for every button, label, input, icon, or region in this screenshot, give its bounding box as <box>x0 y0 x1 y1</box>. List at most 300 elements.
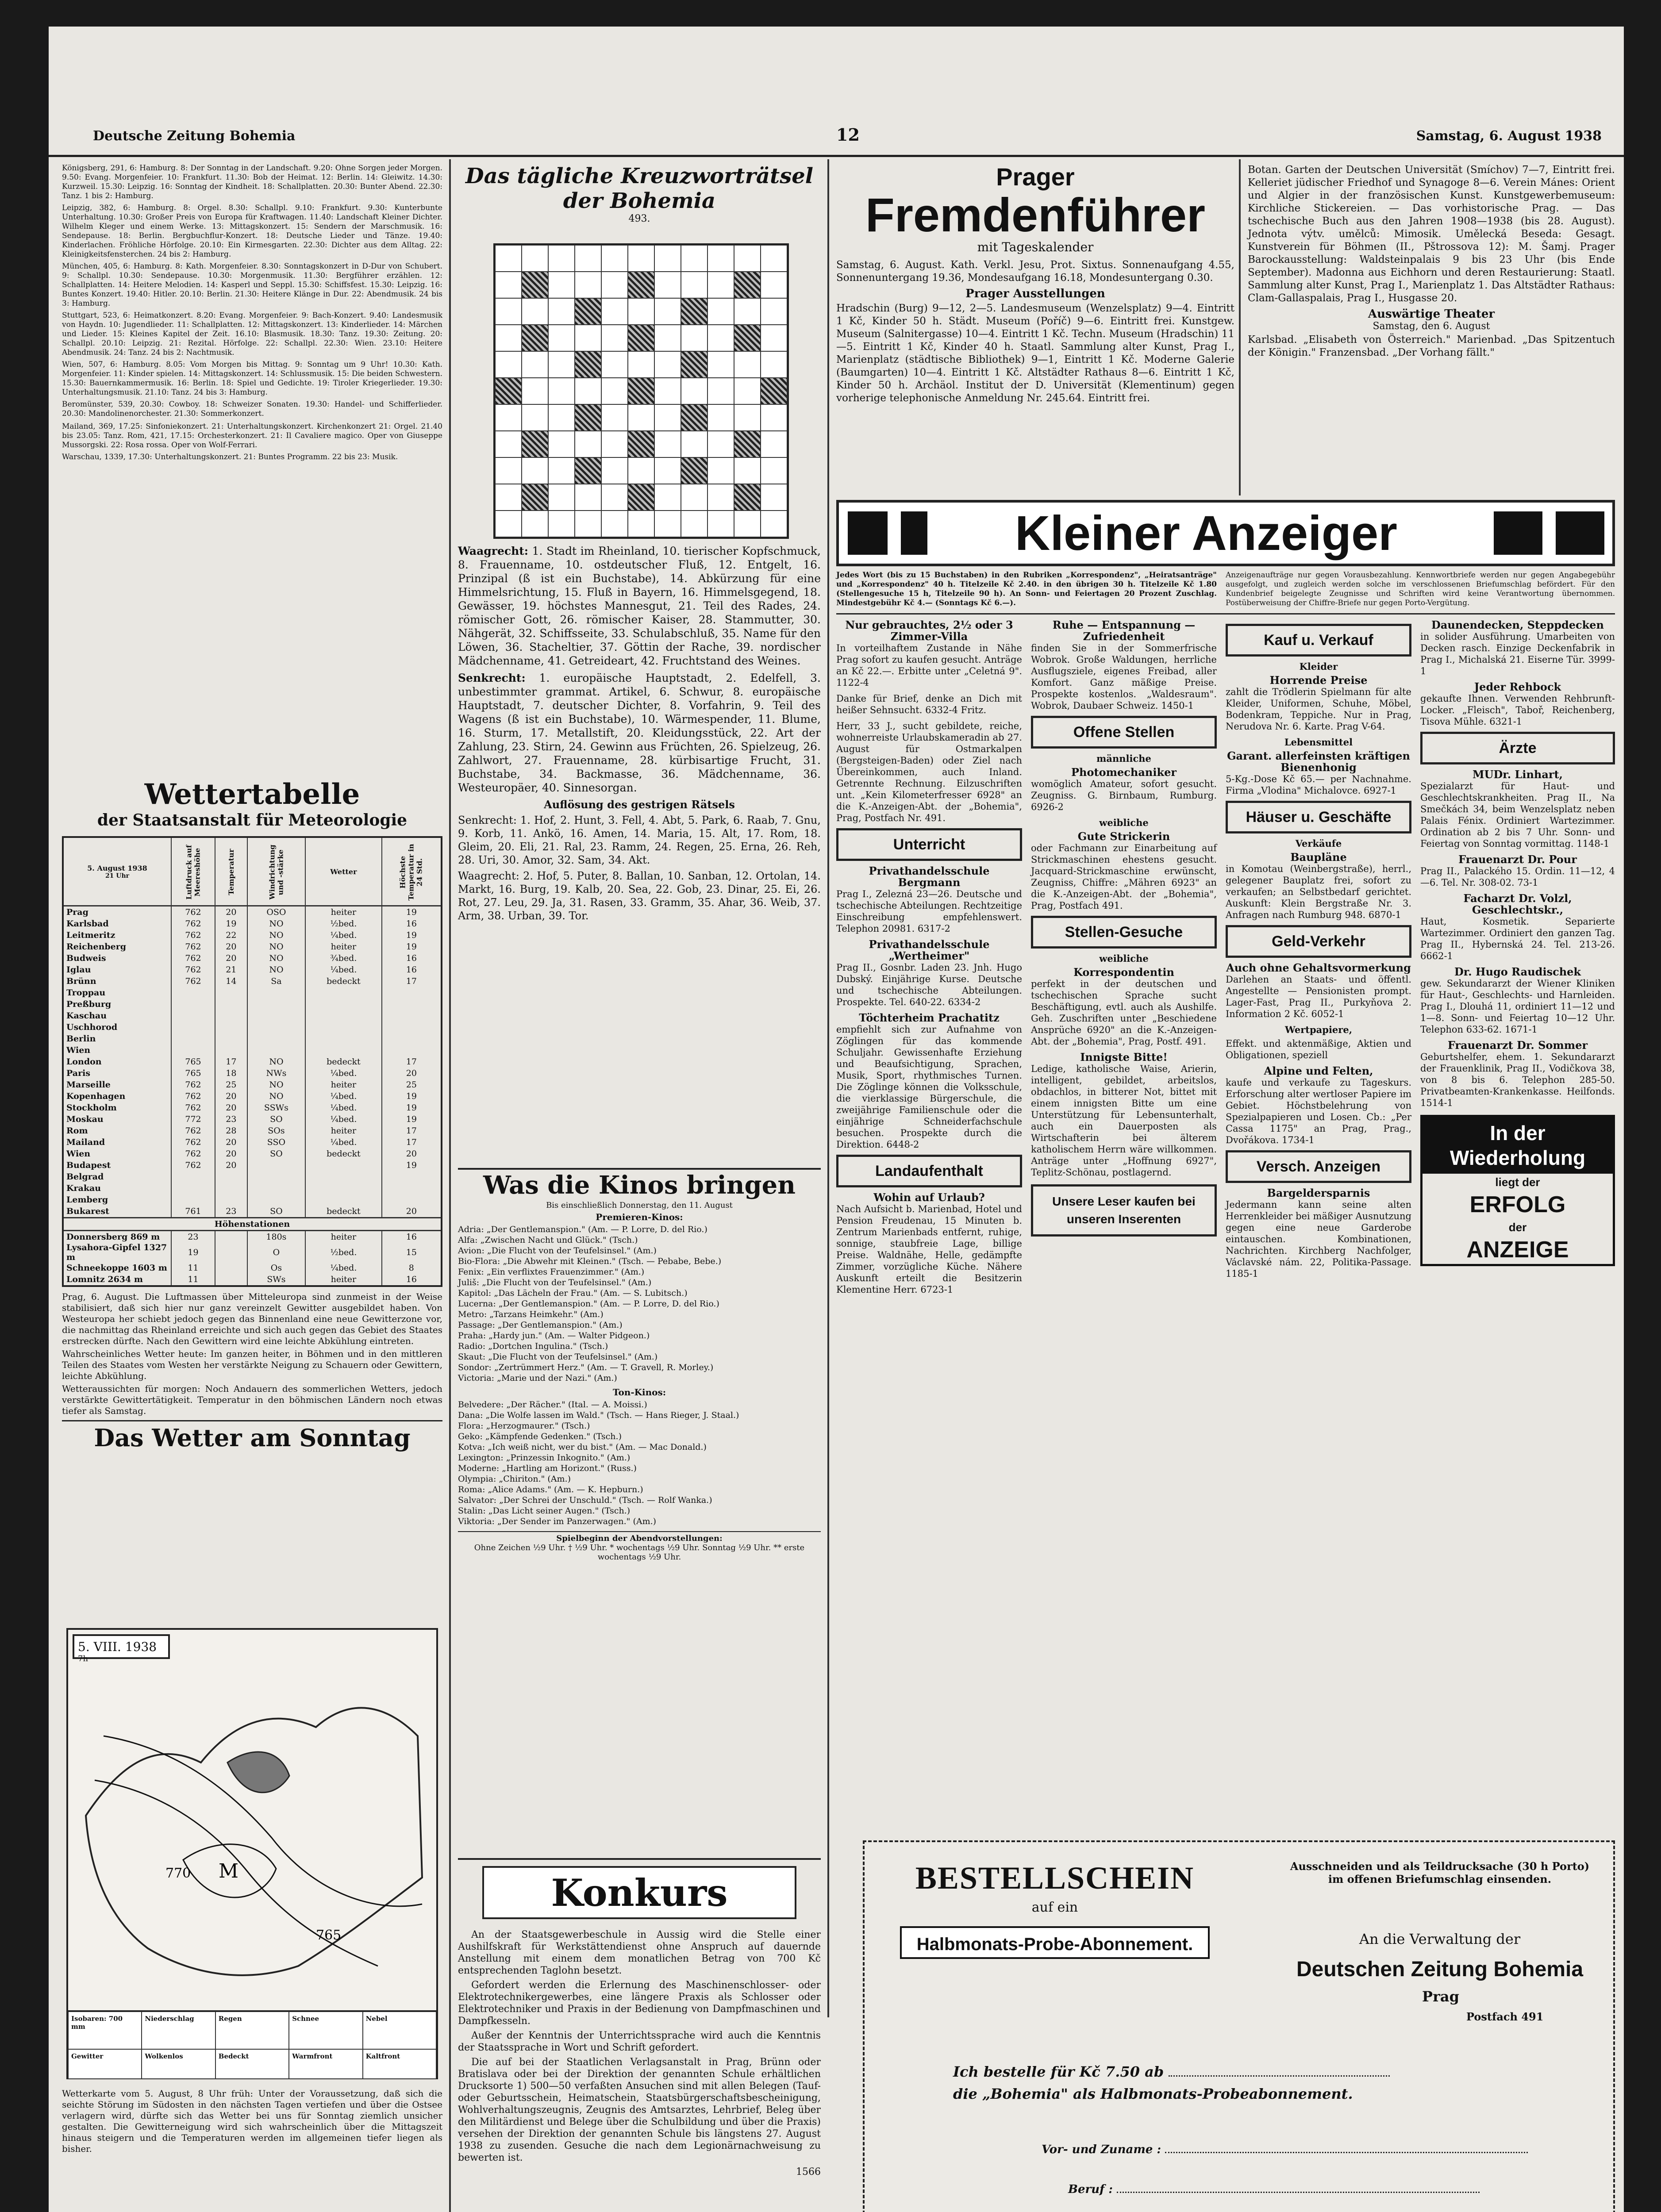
kino-entry: Praha: „Hardy jun." (Am. — Walter Pidgeon.) <box>458 1331 650 1340</box>
crossword-cell[interactable] <box>628 351 654 378</box>
fuehrer-top: Prager <box>996 163 1075 191</box>
konkurs-p4: Die auf bei der Staatlichen Verlagsanstalt in Prag, Brünn oder Bratislava oder bei der Direktion der genannten Schule erhältlichen Drucksorte 1) 500—50 verfaßten Ansuchen sind mit allen Belegen (Tauf- oder Geburtsschein, Heimatschein, Staatsbürgerschaftsbescheinigung, Wohlverhaltungszeugnis, Zeugnis des Amtsarztes, Lehrbrief, Beleg über den Militärdienst und Belege über die Schulbildung und über die Praxis) versehen der Direktion der genannten Schule bis längstens 27. August 1938 zu zusenden. Gesuche die nach dem Legionärnachweisung zu bewerten ist. <box>458 2057 821 2163</box>
crossword-cell[interactable] <box>654 351 681 378</box>
crossword-cell[interactable] <box>601 298 628 325</box>
crossword-cell[interactable] <box>495 511 522 537</box>
across-label: Waagrecht: <box>458 545 529 557</box>
mountain-row <box>64 1262 441 1274</box>
crossword-cell[interactable] <box>601 351 628 378</box>
crossword-cell[interactable] <box>522 511 548 537</box>
crossword-cell[interactable] <box>628 457 654 484</box>
crossword-cell[interactable] <box>654 431 681 457</box>
field-job-label: Beruf : <box>1068 2183 1113 2196</box>
max-temp: 19 <box>382 941 441 952</box>
kino-entry: Juliš: „Die Flucht von der Teufelsinsel." (Am.) <box>458 1278 652 1287</box>
crossword-cell[interactable] <box>761 245 787 272</box>
crossword-cell[interactable] <box>548 511 575 537</box>
weather-map <box>66 1628 438 2079</box>
crossword-cell[interactable] <box>601 484 628 511</box>
crossword-block <box>628 325 654 351</box>
wind <box>247 1033 305 1045</box>
crossword-cell[interactable] <box>601 245 628 272</box>
ad-body: 5-Kg.-Dose Kč 65.— per Nachnahme. Firma „Vlodina" Michalovce. 6927-1 <box>1226 774 1411 796</box>
wiederholung-box <box>1420 1115 1615 1266</box>
station-name: Budweis <box>66 953 106 963</box>
radio-block: Wien, 507, 6: Hamburg. 8.05: Vom Morgen bis Mittag. 9: Sonntag um 9 Uhr! 10.30: Kath. Morgenfeier. 11: Kinder spielen. 14: Mittagskonzert. 14: Schlussmusik. 15: Die beiden Schwestern. 15.30: Bauernkammermusik. 16: Berlin. 18: Spiel und Gedichte. 19: Tiroler Kriegerlieder. 19.30: Unterhaltungsmusik. 21.10: Tanz. 24 bis 3: Hamburg. <box>62 360 442 397</box>
max-temp: 8 <box>382 1262 441 1274</box>
name-field[interactable] <box>1165 2152 1528 2153</box>
weather-row <box>64 1022 441 1033</box>
temperature: 14 <box>215 975 247 987</box>
crossword-cell[interactable] <box>548 351 575 378</box>
legend-item: Warmfront <box>289 2049 362 2079</box>
station-name: Karlsbad <box>66 919 109 929</box>
temperature <box>215 1231 247 1243</box>
column-rule <box>827 159 829 2017</box>
crossword-cell[interactable] <box>548 325 575 351</box>
promo-box: Unsere Leser kaufen bei unseren Inserenten <box>1031 1184 1217 1237</box>
ad-category: Kauf u. Verkauf <box>1226 624 1411 657</box>
temperature <box>215 1194 247 1206</box>
crossword-cell[interactable] <box>761 404 787 431</box>
weather: ¼bed. <box>305 1262 382 1274</box>
crossword-cell[interactable] <box>522 298 548 325</box>
banner-block-right <box>1556 511 1604 555</box>
station-name: Reichenberg <box>66 942 127 952</box>
weather-row <box>64 1045 441 1056</box>
crossword-cell[interactable] <box>495 484 522 511</box>
crossword-cell[interactable] <box>681 511 707 537</box>
weather: ¼bed. <box>305 1114 382 1125</box>
pressure: 762 <box>171 918 215 929</box>
crossword-cell[interactable] <box>654 457 681 484</box>
crossword-cell[interactable] <box>548 431 575 457</box>
banner-block-right <box>1494 511 1542 555</box>
weather-row <box>64 1010 441 1022</box>
classified-ad <box>1031 767 1217 813</box>
crossword-cell[interactable] <box>654 378 681 404</box>
pressure: 11 <box>171 1274 215 1285</box>
kino-entry: Adria: „Der Gentlemanspion." (Am. — P. Lorre, D. del Rio.) <box>458 1225 707 1234</box>
crossword-cell[interactable] <box>548 484 575 511</box>
crossword-cell[interactable] <box>548 272 575 298</box>
kino-entry: Radio: „Dortchen Ingulina." (Tsch.) <box>458 1341 608 1351</box>
temperature <box>215 1183 247 1194</box>
weather: bedeckt <box>305 1056 382 1068</box>
kino-entry: Stalin: „Das Licht seiner Augen." (Tsch.) <box>458 1506 631 1516</box>
wind: SO <box>247 1114 305 1125</box>
ad-body: Herr, 33 J., sucht gebildete, reiche, wohnerreiste Urlaubskameradin ab 27. August für Ostmarkalpen (Bergsteigen-Baden) oder Ziel nach Übereinkommen, auch Inland. Getrennte Rechnung. Eilzuschriften unt. „Kein Kilometerfresser 6928" an die K.-Anzeigen-Abt. der „Bohemia", Prag, Postfach Nr. 491. <box>836 721 1022 823</box>
station-name: London <box>66 1057 102 1067</box>
classified-ad <box>1031 1052 1217 1178</box>
weather-row <box>64 941 441 952</box>
station-name: Paris <box>66 1068 91 1078</box>
kino-entry: Alfa: „Zwischen Nacht und Glück." (Tsch.) <box>458 1235 638 1245</box>
temperature: 22 <box>215 929 247 941</box>
station-name: Kopenhagen <box>66 1091 126 1101</box>
map-isobar-label: 765 <box>316 1928 342 1943</box>
legend-item: Bedeckt <box>215 2049 289 2079</box>
ton-list <box>458 1399 821 1527</box>
crossword-title: Das tägliche Kreuzworträtsel der Bohemia <box>465 164 813 213</box>
anzeiger-divider <box>836 613 1615 614</box>
crossword-cell[interactable] <box>654 272 681 298</box>
weather: ¼bed. <box>305 964 382 975</box>
pressure <box>171 987 215 998</box>
crossword-cell[interactable] <box>734 378 761 404</box>
weather-row <box>64 1033 441 1045</box>
station-name: Lemberg <box>66 1195 108 1205</box>
crossword-cell[interactable] <box>761 484 787 511</box>
sunday-weather-title: Das Wetter am Sonntag <box>62 1420 442 1452</box>
station-name: Krakau <box>66 1183 101 1193</box>
kinos-footer-text: Ohne Zeichen ½9 Uhr. † ½9 Uhr. * wochentags ½9 Uhr. Sonntag ½9 Uhr. ** erste wochentags ½9 Uhr. <box>474 1543 805 1562</box>
crossword-cell[interactable] <box>575 245 601 272</box>
temperature <box>215 987 247 998</box>
crossword-cell[interactable] <box>495 298 522 325</box>
fuehrer-right <box>1248 164 1615 359</box>
wind: OSO <box>247 906 305 918</box>
ad-body: womöglich Amateur, sofort gesucht. Zeugniss. G. Birnbaum, Rumburg. 6926-2 <box>1031 779 1217 812</box>
crossword-cell[interactable] <box>522 351 548 378</box>
crossword-cell[interactable] <box>601 325 628 351</box>
pressure <box>171 1045 215 1056</box>
ad-body: Geburtshelfer, ehem. 1. Sekundararzt der Frauenklinik, Prag II., Vodičkova 38, von 8 bis 6. Telephon 285-50. Privatbeamten-Krankenkasse. Heilfonds. 1514-1 <box>1420 1052 1615 1108</box>
kino-entry: Flora: „Herzogmaurer." (Tsch.) <box>458 1421 590 1431</box>
classified-ad <box>1226 750 1411 796</box>
job-field[interactable] <box>1117 2192 1480 2193</box>
pressure <box>171 1183 215 1194</box>
legend-item: Gewitter <box>68 2049 142 2079</box>
map-isobar-label: 770 <box>165 1866 191 1881</box>
pressure <box>171 1010 215 1022</box>
weather: bedeckt <box>305 975 382 987</box>
crossword-block <box>522 272 548 298</box>
crossword-cell[interactable] <box>681 325 707 351</box>
weather <box>305 1022 382 1033</box>
wind <box>247 1022 305 1033</box>
crossword-cell[interactable] <box>601 404 628 431</box>
crossword-cell[interactable] <box>548 298 575 325</box>
crossword-cell[interactable] <box>761 325 787 351</box>
max-temp: 19 <box>382 929 441 941</box>
wind: SOs <box>247 1125 305 1137</box>
temperature: 20 <box>215 941 247 952</box>
crossword-cell[interactable] <box>628 245 654 272</box>
max-temp <box>382 1033 441 1045</box>
crossword-cell[interactable] <box>707 325 734 351</box>
crossword-block <box>575 351 601 378</box>
wind: NO <box>247 941 305 952</box>
fuehrer-right-text: Botan. Garten der Deutschen Universität (Smíchov) 7—7, Eintritt frei. Kelleriet jüdischer Friedhof und Synagoge 8—6. Verein Mánes: Orient und Algier in der französischen Kunst. Kunstgewerbemuseum: Kirchliche Stickereien. — Das vorhistorische Prag. — Das tschechische Buch aus den Jahren 1908—1938 (bis 28. August). Jednota výtv. umělců: Mimosik. Umělecká Beseda: Gesagt. Kunstverein für Böhmen (II., Pštrossova 12): M. Šamj. Prager Barockausstellung: Waldsteinpalais 9 bis 23 Uhr (bis Ende September). Madonna aus Eichhorn und deren Restaurierung: Staatl. Sammlung alter Kunst, Prag I., Marienplatz 1. Das Altstädter Rathaus: Clam-Gallaspalais, Prag I., Husgasse 20. <box>1248 164 1615 304</box>
wind: NO <box>247 1079 305 1091</box>
crossword-cell[interactable] <box>681 431 707 457</box>
radio-block: Beromünster, 539, 20.30: Cowboy. 18: Schweizer Sonaten. 19.30: Handel- und Schifferlieder. 20.30: Mandolinenorchester. 21.30: Sommerkonzert. <box>62 400 442 418</box>
crossword-cell[interactable] <box>654 404 681 431</box>
crossword-cell[interactable] <box>495 351 522 378</box>
temperature: 20 <box>215 1102 247 1114</box>
kino-entry: Skaut: „Die Flucht von der Teufelsinsel." (Am.) <box>458 1352 658 1362</box>
ad-heading: Baupläne <box>1290 851 1347 864</box>
station-name: Brünn <box>66 976 96 986</box>
crossword-cell[interactable] <box>575 484 601 511</box>
crossword-cell[interactable] <box>707 351 734 378</box>
max-temp: 20 <box>382 1068 441 1079</box>
ad-heading: Ruhe — Entspannung — Zufriedenheit <box>1052 618 1196 643</box>
bestellschein <box>863 1840 1615 2212</box>
map-forecast: Wetterkarte vom 5. August, 8 Uhr früh: Unter der Voraussetzung, daß sich die seichte Störung im Südosten in den nächsten Tagen vertiefen und über die Ostsee verlagern wird, dürfte sich das Wetter bei uns für Sonntag ziemlich unsicher gestalten. Die Gewitterneigung wird sich wahrscheinlich über die Mittagszeit hinaus steigern und die Temperaturen werden im allgemeinen tiefer liegen als bisher. <box>62 2088 442 2154</box>
crossword-cell[interactable] <box>761 298 787 325</box>
crossword-cell[interactable] <box>601 511 628 537</box>
crossword-cell[interactable] <box>654 298 681 325</box>
crossword-cell[interactable] <box>707 431 734 457</box>
temperature <box>215 1262 247 1274</box>
crossword-cell[interactable] <box>654 484 681 511</box>
pressure <box>171 1022 215 1033</box>
radio-program <box>62 164 442 465</box>
pressure: 11 <box>171 1262 215 1274</box>
konkurs-p1: An der Staatsgewerbeschule in Aussig wird die Stelle einer Aushilfskraft für Werkstättendienst ohne Anspruch auf dauernde Anstellung mit einem dem monatlichen Betrag von 700 Kč entsprechenden Taglohn besetzt. <box>458 1929 821 1976</box>
crossword-cell[interactable] <box>734 404 761 431</box>
crossword-cell[interactable] <box>601 457 628 484</box>
max-temp: 17 <box>382 975 441 987</box>
crossword-cell[interactable] <box>575 325 601 351</box>
station-name: Mailand <box>66 1137 105 1147</box>
mountain-row <box>64 1231 441 1243</box>
crossword-cell[interactable] <box>707 484 734 511</box>
col-pressure: Luftdruck auf Meereshöhe <box>171 838 215 906</box>
crossword-cell[interactable] <box>707 404 734 431</box>
weather: ¼bed. <box>305 929 382 941</box>
crossword-cell[interactable] <box>628 511 654 537</box>
max-temp: 15 <box>382 1243 441 1262</box>
weather <box>305 1160 382 1171</box>
wind <box>247 1045 305 1056</box>
crossword-cell[interactable] <box>654 511 681 537</box>
crossword-cell[interactable] <box>495 245 522 272</box>
crossword-cell[interactable] <box>522 378 548 404</box>
crossword-block <box>522 484 548 511</box>
pressure: 762 <box>171 941 215 952</box>
weather <box>305 1171 382 1183</box>
classified-ad <box>1420 854 1615 888</box>
crossword-cell[interactable] <box>628 404 654 431</box>
crossword-cell[interactable] <box>707 457 734 484</box>
theater-text: Karlsbad. „Elisabeth von Österreich." Marienbad. „Das Spitzentuch der Königin." Franzensbad. „Der Vorhang fällt." <box>1248 334 1615 358</box>
station-name: Donnersberg 869 m <box>66 1232 160 1242</box>
kino-entry: Avion: „Die Flucht von der Teufelsinsel." (Am.) <box>458 1246 657 1256</box>
crossword-block <box>681 351 707 378</box>
ad-body: Jedermann kann seine alten Herrenkleider bei mäßiger Ausnutzung gegen eine neue Garderobe eintauschen. Kombinationen, Nachrichten. Kirchberg Nachfolger, Václavské nám. 22, Politika-Passage. 1185-1 <box>1226 1199 1411 1279</box>
crossword-cell[interactable] <box>761 272 787 298</box>
col-weather: Wetter <box>305 838 382 906</box>
crossword-block <box>734 272 761 298</box>
crossword-cell[interactable] <box>681 484 707 511</box>
ad-heading: Bargeldersparnis <box>1267 1187 1370 1199</box>
crossword-cell[interactable] <box>495 431 522 457</box>
ad-heading: MUDr. Linhart, <box>1473 768 1563 781</box>
anzeiger-col-1 <box>836 619 1022 1300</box>
crossword-block <box>575 404 601 431</box>
radio-block: Stuttgart, 523, 6: Heimatkonzert. 8.20: Evang. Morgenfeier. 9: Bach-Konzert. 9.40: Landesmusik von Haydn. 10: Jugendlieder. 11: Schallplatten. 12: Mittagskonzert. 13: Kinderlieder. 14: Märchen und Lieder. 15: Kleines Kapitel der Zeit. 16.10: Blasmusik. 18.30: Tanz. 19.30: Zeitung. 20: Schallpl. 20.10: Leipzig. 21: Rezital. Hörfolge. 22: Schallpl. 22.30: Wien. 23.10: Heitere Abendmusik. 24: Tanz. 24 bis 2: Nachtmusik. <box>62 311 442 357</box>
crossword-cell[interactable] <box>707 378 734 404</box>
banner-block-left <box>901 511 927 555</box>
kino-entry: Salvator: „Der Schrei der Unschuld." (Tsch. — Rolf Wanka.) <box>458 1495 712 1505</box>
temperature <box>215 998 247 1010</box>
weather <box>305 1033 382 1045</box>
crossword-cell[interactable] <box>601 431 628 457</box>
weather-section <box>62 779 442 1452</box>
ad-heading: Gute Strickerin <box>1077 830 1170 843</box>
crossword-cell[interactable] <box>575 272 601 298</box>
crossword-cell[interactable] <box>575 378 601 404</box>
crossword-cell[interactable] <box>734 511 761 537</box>
crossword-cell[interactable] <box>548 404 575 431</box>
anzeiger-banner <box>836 500 1615 566</box>
kino-entry: Victoria: „Marie und der Nazi." (Am.) <box>458 1373 617 1383</box>
ad-body: in solider Ausführung. Umarbeiten von Decken rasch. Einzige Deckenfabrik in Prag I., Michalská 21. Eiserne Tür. 3999-1 <box>1420 631 1615 676</box>
ad-heading: Daunendecken, Steppdecken <box>1431 618 1604 631</box>
crossword-cell[interactable] <box>548 378 575 404</box>
crossword-cell[interactable] <box>601 272 628 298</box>
crossword-cell[interactable] <box>734 457 761 484</box>
classified-ad <box>1420 769 1615 849</box>
crossword-cell[interactable] <box>707 511 734 537</box>
crossword-cell[interactable] <box>681 245 707 272</box>
classified-ad <box>836 1192 1022 1295</box>
order-date-field[interactable] <box>1169 2075 1390 2077</box>
crossword-cell[interactable] <box>522 457 548 484</box>
station-name: Iglau <box>66 965 91 975</box>
weather-row <box>64 1206 441 1218</box>
ad-subcategory: Kleider <box>1299 661 1338 672</box>
crossword-cell[interactable] <box>522 245 548 272</box>
ad-heading: Jeder Rehbock <box>1474 680 1561 693</box>
solution-down: Senkrecht: 1. Hof, 2. Hunt, 3. Fell, 4. Abt, 5. Park, 6. Raab, 7. Gnu, 9. Korb, 11. Ankö, 16. Amen, 14. Maria, 15. Alt, 17. Rom, 18. Gleim, 20. Eli, 21. Ral, 23. Ramm, 24. Regen, 25. Erna, 26. Reh, 28. Uri, 30. Amor, 32. Sam, 34. Akt. <box>458 814 821 866</box>
ad-body: Darlehen an Staats- und öffentl. Angestellte — Pensionisten prompt. Lager-Fast, Prag II., Purkyňova 2. Information 2 Kč. 6052-1 <box>1226 974 1411 1019</box>
bestellschein-offer: Halbmonats-Probe-Abonnement. <box>900 1926 1210 1959</box>
weather-row <box>64 987 441 998</box>
weather: heiter <box>305 941 382 952</box>
ad-heading: Garant. allerfeinsten kräftigen Bienenhonig <box>1227 749 1410 774</box>
temperature: 20 <box>215 952 247 964</box>
page-header <box>49 119 1624 157</box>
crossword-cell[interactable] <box>681 378 707 404</box>
ad-body: Haut, Kosmetik. Separierte Wartezimmer. Ordiniert den ganzen Tag. Prag II., Hybernská 24. Tel. 213-26. 6662-1 <box>1420 916 1615 961</box>
crossword-cell[interactable] <box>707 272 734 298</box>
temperature: 17 <box>215 1056 247 1068</box>
crossword-cell[interactable] <box>548 457 575 484</box>
kino-entry: Passage: „Der Gentlemanspion." (Am.) <box>458 1320 623 1330</box>
crossword-cell[interactable] <box>761 351 787 378</box>
wind: NO <box>247 1091 305 1102</box>
solution-title: Auflösung des gestrigen Rätsels <box>544 798 735 811</box>
crossword-cell[interactable] <box>654 325 681 351</box>
pressure: 762 <box>171 964 215 975</box>
wind: SSO <box>247 1137 305 1148</box>
crossword-cell[interactable] <box>601 378 628 404</box>
wind: SO <box>247 1148 305 1160</box>
theater-title: Auswärtige Theater <box>1368 307 1495 321</box>
ad-heading: Facharzt Dr. Volzl, Geschlechtskr., <box>1463 892 1572 916</box>
crossword-cell[interactable] <box>707 245 734 272</box>
kino-entry: Kapitol: „Das Lächeln der Frau." (Am. — S. Lubitsch.) <box>458 1288 688 1298</box>
column-rule <box>1239 159 1241 495</box>
column-rule <box>449 159 451 2212</box>
theater-date: Samstag, den 6. August <box>1373 321 1490 332</box>
legend-item: Schnee <box>289 2012 362 2049</box>
crossword-cell[interactable] <box>495 457 522 484</box>
temperature: 25 <box>215 1079 247 1091</box>
wind: Os <box>247 1262 305 1274</box>
max-temp: 19 <box>382 906 441 918</box>
classified-ad <box>836 720 1022 824</box>
weather-row <box>64 1102 441 1114</box>
wind <box>247 1160 305 1171</box>
weather: heiter <box>305 1079 382 1091</box>
weather-row <box>64 1148 441 1160</box>
newspaper-page <box>49 27 1624 2212</box>
pressure: 762 <box>171 906 215 918</box>
ad-heading: Alpine und Felten, <box>1264 1064 1373 1077</box>
page-number: 12 <box>836 125 860 145</box>
crossword-cell[interactable] <box>495 325 522 351</box>
wind: NO <box>247 1056 305 1068</box>
radio-block: Warschau, 1339, 17.30: Unterhaltungskonzert. 21: Buntes Programm. 22 bis 23: Musik. <box>62 453 398 461</box>
crossword-grid <box>493 243 789 539</box>
temperature <box>215 1171 247 1183</box>
crossword-cell[interactable] <box>761 431 787 457</box>
station-name: Lysahora-Gipfel 1327 m <box>66 1243 167 1262</box>
temperature: 18 <box>215 1068 247 1079</box>
pressure: 762 <box>171 929 215 941</box>
mountain-row <box>64 1274 441 1285</box>
crossword-cell[interactable] <box>761 457 787 484</box>
pressure: 772 <box>171 1114 215 1125</box>
station-name: Stockholm <box>66 1103 117 1113</box>
crossword-cell[interactable] <box>761 511 787 537</box>
crossword-cell[interactable] <box>734 298 761 325</box>
mountain-row <box>64 1243 441 1262</box>
pressure <box>171 1194 215 1206</box>
ad-category: Häuser u. Geschäfte <box>1226 801 1411 833</box>
pressure: 762 <box>171 1148 215 1160</box>
crossword-cell[interactable] <box>734 245 761 272</box>
legend-item: Kaltfront <box>363 2049 436 2079</box>
crossword-cell[interactable] <box>681 272 707 298</box>
crossword-cell[interactable] <box>495 404 522 431</box>
anzeiger-col-2 <box>1031 619 1217 1243</box>
ad-category: Geld-Verkehr <box>1226 925 1411 958</box>
crossword-cell[interactable] <box>575 431 601 457</box>
temperature <box>215 1010 247 1022</box>
ad-body: Effekt. und aktenmäßige, Aktien und Obligationen, speziell <box>1226 1038 1411 1060</box>
max-temp: 20 <box>382 1206 441 1218</box>
crossword-cell[interactable] <box>734 351 761 378</box>
crossword-cell[interactable] <box>522 404 548 431</box>
station-name: Prag <box>66 907 88 917</box>
pressure: 765 <box>171 1068 215 1079</box>
crossword-cell[interactable] <box>654 245 681 272</box>
crossword-cell[interactable] <box>575 511 601 537</box>
crossword-cell[interactable] <box>548 245 575 272</box>
konkurs-section <box>458 1858 821 2177</box>
temperature <box>215 1274 247 1285</box>
issue-date: Samstag, 6. August 1938 <box>1416 128 1602 144</box>
crossword-cell[interactable] <box>628 298 654 325</box>
crossword-cell[interactable] <box>495 272 522 298</box>
crossword-cell[interactable] <box>707 298 734 325</box>
